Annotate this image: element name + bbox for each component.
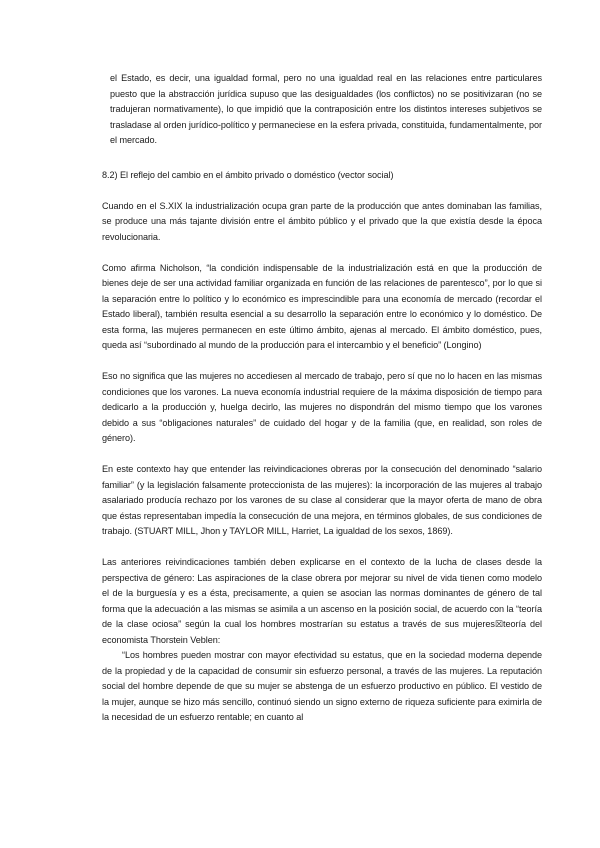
paragraph-industrialization: Cuando en el S.XIX la industrialización ocupa gran parte de la producción que antes dominaban las familias, se produce una más tajante división entre el ámbito público y el privado que la que existía desde la época revolucionaria. bbox=[102, 200, 542, 242]
quote-veblen: “Los hombres pueden mostrar con mayor efectividad su estatus, que en la sociedad moderna depende de la propiedad y de la capacidad de consumir sin esfuerzo personal, a través de las mujeres. La reputación social del hombre depende de que su mujer se abstenga de un esfuerzo productivo en público. El vestido de la mujer, aunque se hizo más sencillo, continuó siendo un signo externo de riqueza suficiente para eximirla de la necesidad de un esfuerzo rentable; en cuanto al bbox=[102, 650, 542, 722]
document-body bbox=[102, 71, 542, 726]
paragraph-labor-market: Eso no significa que las mujeres no accediesen al mercado de trabajo, pero sí que no lo hacen en las mismas condiciones que los varones. La nueva economía industrial requiere de la máxima disposición de tiempo para dedicarlo a la producción y, huelga decirlo, las mujeres no dispondrán del mismo tiempo que los varones debido a sus “obligaciones naturales” de cuidado del hogar y de la familia (que, en realidad, son roles de género). bbox=[102, 371, 542, 443]
paragraph-continuation: el Estado, es decir, una igualdad formal, pero no una igualdad real en las relaciones entre particulares puesto que la abstracción jurídica supuso que las desigualdades (los conflictos) no se positivizaran (no se tradujeran normativamente), lo que impidió que la contraposición entre los distintos intereses subjetivos se trasladase al orden jurídico-político y permaneciese en la esfera privada, constituida, fundamentalmente, por el mercado. bbox=[110, 73, 542, 145]
paragraph-nicholson: Como afirma Nicholson, “la condición indispensable de la industrialización está en que la producción de bienes deje de ser una actividad familiar organizada en función de las relaciones de parentesco”, por lo que si la separación entre lo político y lo económico es imprescindible para una economía de mercado (recordar el Estado liberal), también resulta esencial a su desarrollo la separación entre lo económico y lo doméstico. De esta forma, las mujeres permanecen en este último ámbito, ajenas al mercado. El ámbito doméstico, pues, queda así “subordinado al mundo de la producción para el intercambio y el beneficio” (Longino) bbox=[102, 262, 542, 350]
section-heading: 8.2) El reflejo del cambio en el ámbito privado o doméstico (vector social) bbox=[102, 169, 394, 180]
paragraph-family-wage: En este contexto hay que entender las reivindicaciones obreras por la consecución del denominado “salario familiar” (y la legislación falsamente proteccionista de las mujeres): la incorporación de las mujeres al trabajo asalariado producía rechazo por los varones de su clase al considerar que la mayor oferta de mano de obra que éstas representaban impedía la consecución de una mejora, en términos globales, de sus condiciones de trabajo. (STUART MILL, Jhon y TAYLOR MILL, Harriet, La igualdad de los sexos, 1869). bbox=[102, 464, 542, 536]
paragraph-class-struggle: Las anteriores reivindicaciones también deben explicarse en el contexto de la lucha de clases desde la perspectiva de género: Las aspiraciones de la clase obrera por mejorar su nivel de vida tienen como modelo el de la burguesía y es a ésta, precisamente, a quien se asocian las normas dominantes de género de tal forma que la adecuación a las mismas se asimila a un ascenso en la posición social, de acuerdo con la “teoría de la clase ociosa” según la cual los hombres mostrarían su estatus a través de sus mujeres☒teoría del economista Thorstein Veblen: bbox=[102, 557, 542, 645]
